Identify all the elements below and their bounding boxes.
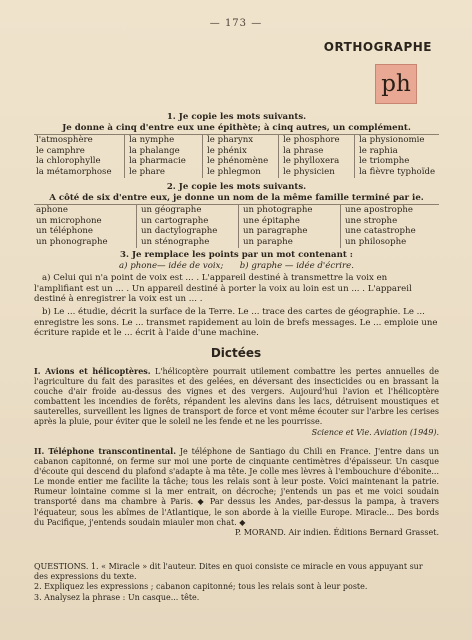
questions <box>34 562 439 603</box>
word: un sténographe <box>141 236 210 247</box>
word: le phénomène <box>207 156 269 167</box>
word: un photographe <box>243 205 313 216</box>
word: un microphone <box>36 215 102 226</box>
word-column <box>136 205 238 247</box>
dictee-1-title: I. Avions et hélicoptères. <box>34 366 151 376</box>
questions-label: QUESTIONS. <box>34 562 89 571</box>
question-2: 2. Expliquez les expressions ; cabanon capitonné; tous les relais sont à leur poste. <box>34 582 368 592</box>
word: aphone <box>36 205 68 216</box>
dictee-1-source: Science et Vie. Aviation (1949). <box>311 427 439 437</box>
word-column <box>340 205 438 247</box>
word: un paraphe <box>243 236 293 247</box>
exercise-1 <box>34 112 439 178</box>
exercise-3-subtitle-b: b) graphe — idée d'écrire. <box>239 260 354 271</box>
word: le phare <box>129 166 165 177</box>
exercise-2-instruction: A côté de six d'entre eux, je donne un nom de la même famille terminé par ie. <box>49 192 424 203</box>
exercise-1-title: 1. Je copie les mots suivants. <box>166 112 307 122</box>
word-column <box>354 135 439 177</box>
dictee-2-title: II. Téléphone transcontinental. <box>34 446 176 456</box>
dictees-title: Dictées <box>210 346 262 360</box>
exercise-3 <box>34 250 439 339</box>
word: une apostrophe <box>345 205 413 216</box>
question-3: 3. Analysez la phrase : Un casque... tête. <box>34 592 200 602</box>
word: un dactylographe <box>141 226 218 237</box>
word: la nymphe <box>129 135 175 146</box>
word-column <box>34 205 136 247</box>
page-number: — 173 — <box>209 18 263 29</box>
word: la pharmacie <box>129 156 186 167</box>
question-1: 1. « Miracle » dit l'auteur. Dites en quoi consiste ce miracle en vous appuyant sur des expressions du texte. <box>34 562 423 582</box>
word: la physionomie <box>359 135 425 146</box>
word: un téléphone <box>36 226 94 237</box>
word: le camphre <box>36 145 85 156</box>
dictee-2-source: P. MORAND. Air indien. Éditions Bernard Grasset. <box>234 527 439 537</box>
word: un paragraphe <box>243 226 308 237</box>
word: une catastrophe <box>345 226 416 237</box>
word-column <box>238 205 340 247</box>
word: le phylloxera <box>283 156 340 167</box>
word: l'atmosphère <box>36 135 93 146</box>
dictee-2 <box>34 446 439 538</box>
word-column <box>278 135 354 177</box>
exercise-1-instruction: Je donne à cinq d'entre eux une épithète; à cinq autres, un complément. <box>62 122 411 133</box>
word-column <box>202 135 278 177</box>
word: le phlegmon <box>207 166 261 177</box>
word: la fièvre typhoïde <box>359 166 436 177</box>
word: un philosophe <box>345 236 407 247</box>
word: une strophe <box>345 215 398 226</box>
word: un cartographe <box>141 215 209 226</box>
word: la métamorphose <box>36 166 112 177</box>
chapter-heading: ORTHOGRAPHE <box>323 40 432 54</box>
exercise-2-word-grid <box>34 204 439 247</box>
ph-badge <box>375 64 417 104</box>
word: le phénix <box>207 145 247 156</box>
exercise-2 <box>34 182 439 248</box>
word: le physicien <box>283 166 335 177</box>
exercise-3-paragraph-a: a) Celui qui n'a point de voix est ... . L'appareil destiné à transmettre la voix en l'amplifiant est un ... . Un appareil destiné à porter la voix au loin est un ... . L'appareil destiné à enregistrer la voix est un ... . <box>34 273 412 305</box>
dictee-1 <box>34 366 439 438</box>
ph-badge-label: ph <box>381 71 411 97</box>
exercise-3-subtitles <box>34 261 439 272</box>
exercise-3-paragraph-b: b) Le ... étudie, décrit la surface de la Terre. Le ... trace des cartes de géographie. Le ... enregistre les sons. Le ... transmet rapidement au loin de brefs messages. Le ... emploie une écriture rapide et le ... écrit à l'aide d'une machine. <box>34 306 438 339</box>
exercise-3-subtitle-a: a) phone— idée de voix; <box>119 260 224 271</box>
word: le raphia <box>359 145 398 156</box>
exercise-1-word-grid <box>34 134 439 177</box>
word: la chlorophylle <box>36 156 101 167</box>
word-column <box>34 135 124 177</box>
word: la phalange <box>129 145 180 156</box>
word: une épitaphe <box>243 215 300 226</box>
dictee-1-text: L'hélicoptère pourrait utilement combattre les pertes annuelles de l'agriculture du fait des parasites et des gelées, en déversant des insecticides ou en brassant la couche d'air froide au-dessus des vignes et des vergers. Aujourd'hui l'avion et l'hélicoptère combattent les incendies de forêts, répandent les alevins dans les lacs, détruisent moustiques et sauterelles, surveillent les lignes de transport de force et vont même écouter sur l'arbre les cerises après la pluie, pour éviter que le soleil ne les fende et ne les pourrisse. <box>34 367 439 427</box>
word: un phonographe <box>36 236 108 247</box>
dictee-2-text: Je téléphone de Santiago du Chili en France. J'entre dans un cabanon capitonné, on ferme sur moi une porte de cinquante centimètres d'épaisseur. Un casque d'écoute qui descend du plafond s'adapte à ma tête. Je colle mes lèvres à l'embouchure d'ébonite... Le monde entier me facilite la tâche; tous les relais sont à leur poste. Voici maintenant la patrie. Rumeur lointaine comme si la mer entrait, on décroche; j'entends un pas et me voici soudain transporté dans ma chambre à Paris. ◆ Par dessus les Andes, par-dessus la pampa, à travers l'équateur, sous les abîmes de l'Atlantique, le son aborde à la vieille Europe. Miracle... Des bords du Pacifique, j'entends soudain miauler mon chat. ◆ <box>34 447 440 527</box>
word: le phosphore <box>283 135 340 146</box>
word: le pharynx <box>207 135 254 146</box>
exercise-3-title: 3. Je remplace les points par un mot contenant : <box>120 250 353 260</box>
exercise-2-title: 2. Je copie les mots suivants. <box>166 182 307 192</box>
word: la phrase <box>283 145 324 156</box>
word-column <box>124 135 202 177</box>
word: un géographe <box>141 205 202 216</box>
word: le triomphe <box>359 156 410 167</box>
